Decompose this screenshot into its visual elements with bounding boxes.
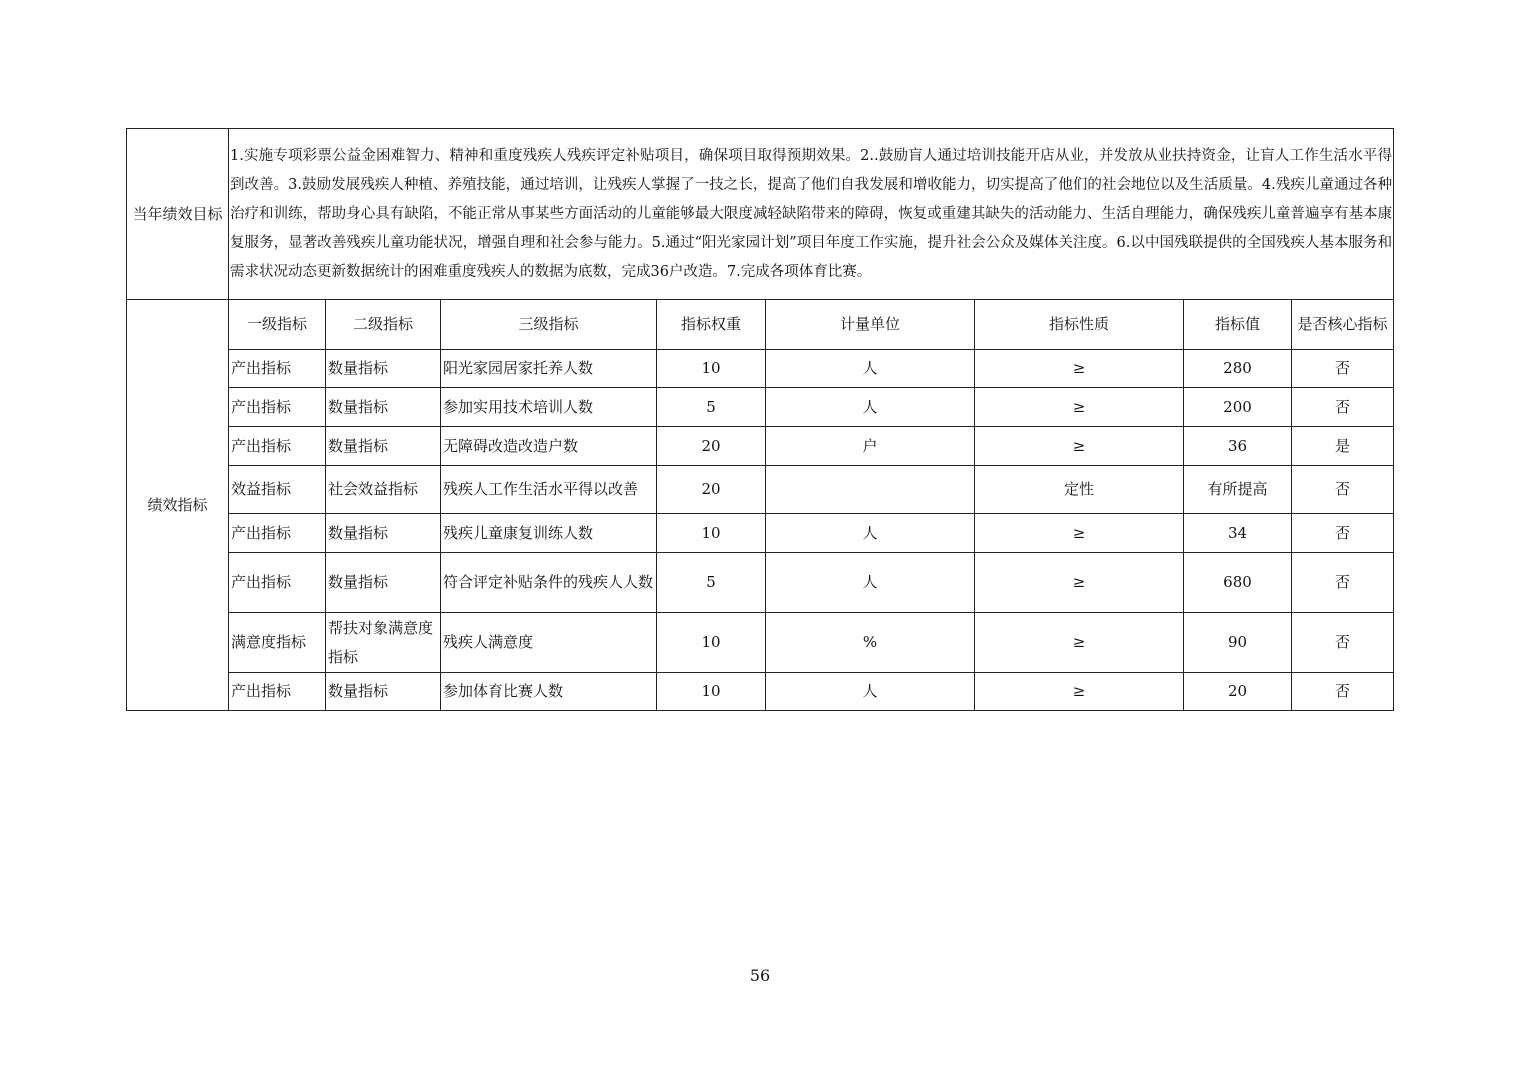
value-cell: 680 <box>1184 553 1292 613</box>
value-cell: 200 <box>1184 388 1292 427</box>
level2-cell: 数量指标 <box>326 350 441 388</box>
performance-table <box>126 128 1394 711</box>
weight-cell: 10 <box>657 613 766 673</box>
nature-cell: 定性 <box>975 466 1184 514</box>
level1-cell: 产出指标 <box>229 514 326 553</box>
core-cell: 否 <box>1292 466 1394 514</box>
goal-row <box>127 129 1394 300</box>
weight-cell: 10 <box>657 514 766 553</box>
level2-cell: 数量指标 <box>326 427 441 466</box>
unit-cell: 人 <box>766 388 975 427</box>
core-cell: 否 <box>1292 553 1394 613</box>
header-level1: 一级指标 <box>229 300 326 350</box>
table-row <box>127 427 1394 466</box>
nature-cell: ≥ <box>975 553 1184 613</box>
unit-cell: 人 <box>766 673 975 711</box>
level1-cell: 产出指标 <box>229 350 326 388</box>
header-row <box>127 300 1394 350</box>
unit-cell: 户 <box>766 427 975 466</box>
unit-cell: 人 <box>766 553 975 613</box>
unit-cell: % <box>766 613 975 673</box>
level3-cell: 符合评定补贴条件的残疾人人数 <box>441 553 657 613</box>
header-core: 是否核心指标 <box>1292 300 1394 350</box>
weight-cell: 20 <box>657 466 766 514</box>
value-cell: 90 <box>1184 613 1292 673</box>
level3-cell: 残疾儿童康复训练人数 <box>441 514 657 553</box>
level2-cell: 帮扶对象满意度指标 <box>326 613 441 673</box>
core-cell: 否 <box>1292 350 1394 388</box>
weight-cell: 10 <box>657 673 766 711</box>
core-cell: 否 <box>1292 673 1394 711</box>
table-row <box>127 613 1394 673</box>
goal-text: 1.实施专项彩票公益金困难智力、精神和重度残疾人残疾评定补贴项目，确保项目取得预期效果。2..鼓励盲人通过培训技能开店从业，并发放从业扶持资金，让盲人工作生活水平得到改善。3.鼓励发展残疾人种植、养殖技能，通过培训，让残疾人掌握了一技之长，提高了他们自我发展和增收能力，切实提高了他们的社会地位以及生活质量。4.残疾儿童通过各种治疗和训练，帮助身心具有缺陷，不能正常从事某些方面活动的儿童能够最大限度减轻缺陷带来的障碍，恢复或重建其缺失的活动能力、生活自理能力，确保残疾儿童普遍享有基本康复服务，显著改善残疾儿童功能状况，增强自理和社会参与能力。5.通过“阳光家园计划”项目年度工作实施，提升社会公众及媒体关注度。6.以中国残联提供的全国残疾人基本服务和需求状况动态更新数据统计的困难重度残疾人的数据为底数，完成36户改造。7.完成各项体育比赛。 <box>229 129 1394 300</box>
nature-cell: ≥ <box>975 350 1184 388</box>
level2-cell: 数量指标 <box>326 673 441 711</box>
core-cell: 否 <box>1292 613 1394 673</box>
core-cell: 是 <box>1292 427 1394 466</box>
level1-cell: 产出指标 <box>229 427 326 466</box>
nature-cell: ≥ <box>975 427 1184 466</box>
level1-cell: 产出指标 <box>229 388 326 427</box>
table-row <box>127 514 1394 553</box>
weight-cell: 5 <box>657 388 766 427</box>
level3-cell: 阳光家园居家托养人数 <box>441 350 657 388</box>
weight-cell: 20 <box>657 427 766 466</box>
level2-cell: 社会效益指标 <box>326 466 441 514</box>
indicators-label: 绩效指标 <box>127 300 229 711</box>
header-level3: 三级指标 <box>441 300 657 350</box>
level2-cell: 数量指标 <box>326 388 441 427</box>
header-weight: 指标权重 <box>657 300 766 350</box>
level1-cell: 产出指标 <box>229 553 326 613</box>
value-cell: 有所提高 <box>1184 466 1292 514</box>
level3-cell: 无障碍改造改造户数 <box>441 427 657 466</box>
table-row <box>127 673 1394 711</box>
unit-cell <box>766 466 975 514</box>
level3-cell: 参加体育比赛人数 <box>441 673 657 711</box>
level3-cell: 残疾人工作生活水平得以改善 <box>441 466 657 514</box>
table-row <box>127 388 1394 427</box>
weight-cell: 5 <box>657 553 766 613</box>
level1-cell: 产出指标 <box>229 673 326 711</box>
table-row <box>127 466 1394 514</box>
goal-label: 当年绩效目标 <box>127 129 229 300</box>
value-cell: 20 <box>1184 673 1292 711</box>
page-number: 56 <box>749 966 771 985</box>
unit-cell: 人 <box>766 350 975 388</box>
header-unit: 计量单位 <box>766 300 975 350</box>
level1-cell: 满意度指标 <box>229 613 326 673</box>
nature-cell: ≥ <box>975 514 1184 553</box>
table-row <box>127 350 1394 388</box>
value-cell: 280 <box>1184 350 1292 388</box>
table-row <box>127 553 1394 613</box>
level3-cell: 残疾人满意度 <box>441 613 657 673</box>
header-value: 指标值 <box>1184 300 1292 350</box>
header-level2: 二级指标 <box>326 300 441 350</box>
weight-cell: 10 <box>657 350 766 388</box>
nature-cell: ≥ <box>975 673 1184 711</box>
header-nature: 指标性质 <box>975 300 1184 350</box>
level1-cell: 效益指标 <box>229 466 326 514</box>
level2-cell: 数量指标 <box>326 514 441 553</box>
core-cell: 否 <box>1292 388 1394 427</box>
nature-cell: ≥ <box>975 388 1184 427</box>
unit-cell: 人 <box>766 514 975 553</box>
core-cell: 否 <box>1292 514 1394 553</box>
nature-cell: ≥ <box>975 613 1184 673</box>
value-cell: 34 <box>1184 514 1292 553</box>
value-cell: 36 <box>1184 427 1292 466</box>
level3-cell: 参加实用技术培训人数 <box>441 388 657 427</box>
level2-cell: 数量指标 <box>326 553 441 613</box>
